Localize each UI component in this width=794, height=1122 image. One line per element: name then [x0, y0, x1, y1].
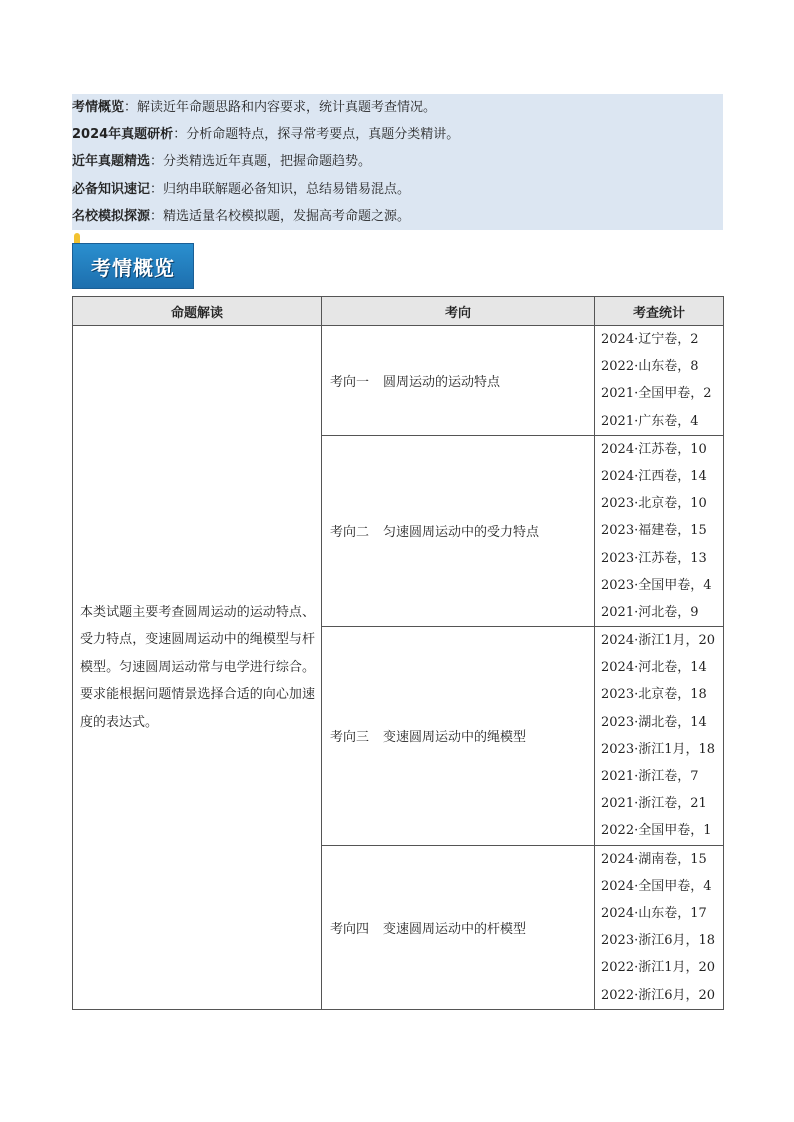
table-row — [73, 326, 724, 436]
intro-key: 名校模拟探源 — [72, 208, 151, 224]
intro-key: 近年真题精选 — [72, 154, 151, 170]
stat-item: 2024·浙江1月，20 — [601, 633, 716, 649]
intro-text: ：精选适量名校模拟题，发掘高考命题之源。 — [150, 208, 411, 224]
stat-item: 2021·浙江卷，21 — [601, 796, 707, 812]
stat-item: 2024·湖南卷，15 — [601, 851, 707, 867]
stat-item: 2022·全国甲卷，1 — [601, 823, 712, 839]
stat-item: 2023·全国甲卷，4 — [601, 577, 712, 593]
section-banner — [72, 233, 194, 288]
intro-line — [72, 148, 723, 175]
statistics-cell — [595, 435, 724, 626]
stat-item: 2024·全国甲卷，4 — [601, 878, 712, 894]
intro-text: ：归纳串联解题必备知识，总结易错易混点。 — [150, 181, 411, 197]
stat-item: 2023·浙江1月，18 — [601, 741, 716, 757]
stat-item: 2021·河北卷，9 — [601, 604, 699, 620]
stat-item: 2022·浙江6月，20 — [601, 987, 716, 1003]
intro-line — [72, 176, 723, 203]
intro-box — [72, 94, 723, 230]
header-direction: 考向 — [322, 297, 595, 326]
intro-key: 考情概览 — [72, 100, 125, 115]
stat-item: 2024·江西卷，14 — [601, 468, 707, 484]
stat-item: 2024·辽宁卷，2 — [601, 332, 699, 347]
stat-item: 2024·河北卷，14 — [601, 660, 707, 676]
intro-line — [72, 94, 723, 121]
direction-label: 考向三 — [330, 730, 370, 746]
stat-item: 2024·江苏卷，10 — [601, 441, 707, 457]
stat-item: 2023·湖北卷，14 — [601, 714, 707, 730]
intro-key: 2024年真题研析 — [72, 127, 174, 143]
intro-text: ：解读近年命题思路和内容要求，统计真题考查情况。 — [124, 100, 437, 115]
statistics-cell — [595, 845, 724, 1009]
direction-cell — [322, 627, 595, 846]
section-title: 考情概览 — [72, 243, 194, 289]
direction-topic: 变速圆周运动中的杆模型 — [383, 921, 527, 937]
direction-topic: 匀速圆周运动中的受力特点 — [383, 525, 540, 541]
intro-text: ：分析命题特点，探寻常考要点，真题分类精讲。 — [173, 127, 460, 143]
header-statistics: 考查统计 — [595, 297, 724, 326]
direction-cell — [322, 435, 595, 626]
stat-item: 2023·江苏卷，13 — [601, 550, 707, 566]
intro-line — [72, 203, 723, 230]
direction-label: 考向四 — [330, 921, 370, 937]
direction-cell — [322, 845, 595, 1009]
stat-item: 2022·山东卷，8 — [601, 359, 699, 375]
stat-item: 2024·山东卷，17 — [601, 905, 707, 921]
direction-label: 考向一 — [330, 374, 370, 390]
stat-item: 2021·浙江卷，7 — [601, 769, 699, 784]
stat-item: 2023·福建卷，15 — [601, 523, 707, 539]
statistics-cell — [595, 627, 724, 846]
header-interpretation: 命题解读 — [73, 297, 322, 326]
direction-topic: 圆周运动的运动特点 — [383, 374, 501, 390]
intro-key: 必备知识速记 — [72, 181, 151, 197]
stat-item: 2023·浙江6月，18 — [601, 933, 716, 949]
direction-label: 考向二 — [330, 525, 370, 541]
intro-line — [72, 121, 723, 148]
table-header-row — [73, 297, 724, 326]
intro-text: ：分类精选近年真题，把握命题趋势。 — [150, 154, 372, 170]
stat-item: 2023·北京卷，18 — [601, 687, 707, 703]
direction-topic: 变速圆周运动中的绳模型 — [383, 730, 527, 746]
direction-cell — [322, 326, 595, 436]
stat-item: 2022·浙江1月，20 — [601, 960, 716, 976]
stat-item: 2021·广东卷，4 — [601, 413, 699, 429]
statistics-cell — [595, 326, 724, 436]
stat-item: 2021·全国甲卷，2 — [601, 386, 712, 402]
exam-overview-table — [72, 296, 724, 1010]
stat-item: 2023·北京卷，10 — [601, 496, 707, 512]
interpretation-cell: 本类试题主要考查圆周运动的运动特点、受力特点，变速圆周运动中的绳模型与杆模型。匀速圆周运动常与电学进行综合。要求能根据问题情景选择合适的向心加速度的表达式。 — [73, 326, 322, 1010]
